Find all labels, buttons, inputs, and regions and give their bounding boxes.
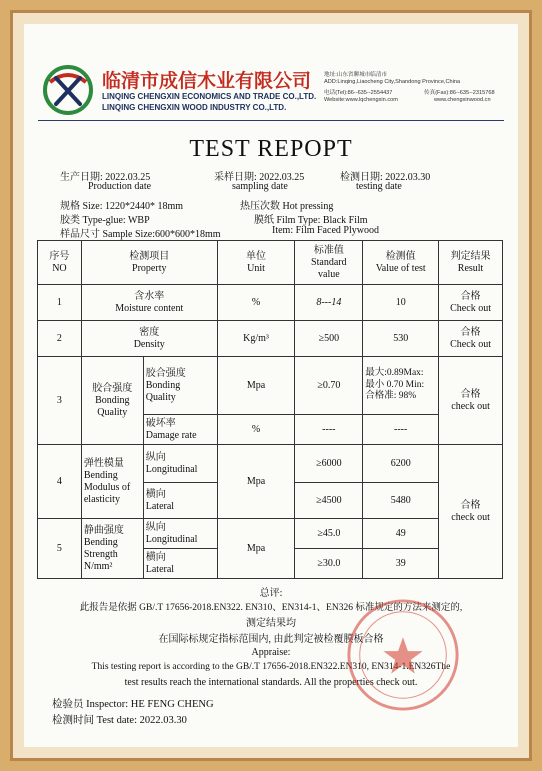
company-name-en-wood: LINQING CHENGXIN WOOD INDUSTRY CO.,LTD. (102, 103, 287, 112)
address-cn: 地址:山东省聊城市临清市 (324, 72, 388, 78)
table-row: 横向 Lateral ≥4500 5480 (38, 483, 503, 519)
sampling-date-cn: 采样日期: 2022.03.25 (214, 172, 305, 183)
table-row: 横向 Lateral ≥30.0 39 (38, 549, 503, 579)
header-standard: 标准值 Standard value (295, 241, 363, 285)
table-row: 2 密度 Density Kg/m³ ≥500 530 合格 Check out (38, 321, 503, 357)
hot-pressing: 热压次数 Hot pressing (240, 201, 334, 212)
table-row: 3 胶合强度 Bonding Quality 胶合强度 Bonding Quality Mpa ≥0.70 最大:0.89Max: 最小 0.70 Min: 合格准: 98% 合格 check out (38, 357, 503, 415)
header-no: 序号 NO (38, 241, 82, 285)
website: Website:www.lqchengxin.com (324, 97, 398, 103)
website-2: www.chengxinwood.cn (434, 97, 491, 103)
appraise-line2: test results reach the international standards. All the properties check out. (124, 677, 418, 688)
footer-test-date: 检测时间 Test date: 2022.03.30 (52, 715, 187, 726)
header-result: 判定结果 Result (439, 241, 503, 285)
summary-line3-cn: 在国际标规定指标范围内, 由此判定被检覆膜板合格 (158, 634, 384, 645)
company-name-cn: 临清市成信木业有限公司 (102, 70, 312, 92)
film-type: 膜纸 Film Type: Black Film (254, 215, 368, 226)
summary-line2-cn: 测定结果均 (246, 618, 296, 629)
summary-line1-cn: 此报告是依据 GB/.T 17656-2018.EN322. EN310、EN314-1、EN326 标准规定的方法来测定的, (79, 603, 463, 613)
report-title: TEST REPOPT (189, 136, 353, 162)
tel: 电话(Tel):86--635--2554437 (324, 90, 393, 96)
header-unit: 单位 Unit (217, 241, 295, 285)
table-row: 5 静曲强度 Bending Strength N/mm² 纵向 Longitudinal Mpa ≥45.0 49 (38, 519, 503, 549)
inspector: 检验员 Inspector: HE FENG CHENG (52, 699, 214, 710)
header-divider (38, 120, 504, 121)
header-property: 检测项目 Property (81, 241, 217, 285)
table-row: 1 含水率 Moisture content % 8---14 10 合格 Check out (38, 285, 503, 321)
fax: 传真(Fax):86--635--2315768 (424, 90, 495, 96)
company-seal-stamp (344, 596, 462, 714)
appraise-line1: This testing report is according to the GB/.T 17656-2018.EN322.EN310, EN314-1.EN326The (91, 662, 451, 672)
table-header-row (38, 241, 503, 285)
sampling-date-en: sampling date (232, 181, 288, 192)
company-name-en-trade: LINQING CHENGXIN ECONOMICS AND TRADE CO.,LTD. (102, 92, 317, 101)
address-en: ADD:Linqing,Liaocheng City,Shandong Province,China (324, 79, 461, 85)
sample-size: 样品尺寸 Sample Size:600*600*18mm (60, 229, 221, 240)
production-date-cn: 生产日期: 2022.03.25 (60, 172, 151, 183)
header-value: 检测值 Value of test (363, 241, 439, 285)
spec-size: 规格 Size: 1220*2440* 18mm (60, 201, 184, 212)
summary-title-cn: 总评: (259, 588, 283, 599)
test-date-cn: 检测日期: 2022.03.30 (340, 172, 431, 183)
item: Item: Film Faced Plywood (272, 225, 379, 236)
table-row: 破坏率 Damage rate % ---- ---- (38, 415, 503, 445)
test-results-table (37, 240, 503, 579)
production-date-en: Production date (88, 181, 152, 192)
table-row: 4 弹性模量 Bending Modulus of elasticity 纵向 Longitudinal Mpa ≥6000 6200 合格 check out (38, 445, 503, 483)
company-logo-icon (42, 64, 94, 116)
glue-type: 胶类 Type-glue: WBP (60, 215, 150, 226)
test-date-en: testing date (356, 181, 402, 192)
appraise-title: Appraise: (251, 647, 291, 658)
